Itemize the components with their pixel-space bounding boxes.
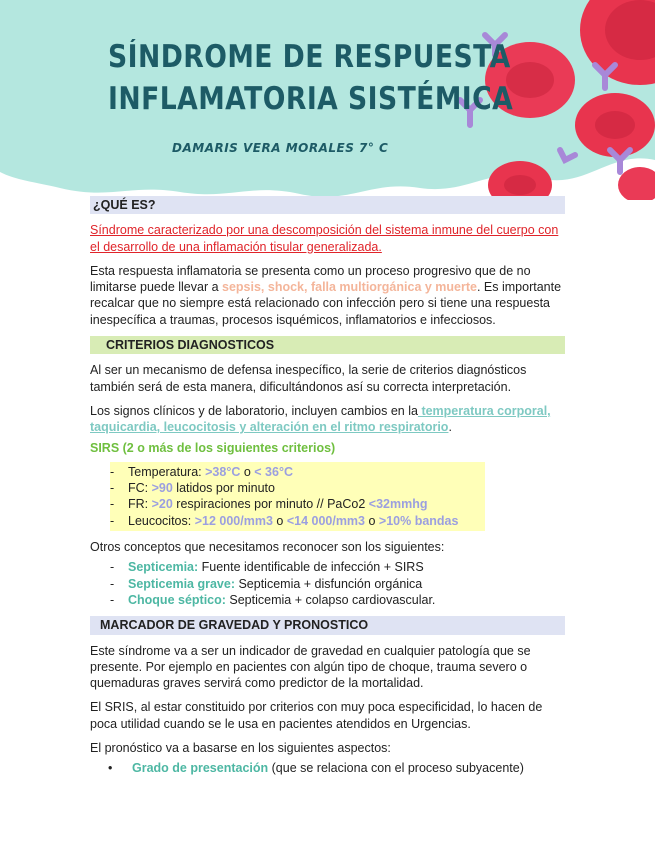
author-name: DAMARIS VERA MORALES 7° C: [172, 141, 389, 155]
criteria-item: - FR: >20 respiraciones por minuto // PaCo2 <32mmhg: [110, 496, 485, 512]
section-heading-que-es: ¿QUÉ ES?: [90, 196, 565, 214]
concept-list: [90, 559, 565, 608]
paragraph: El SRIS, al estar constituido por criterios con muy poca especificidad, lo hacen de poca utilidad cuando se le usa en pacientes atendidos en Urgencias.: [90, 700, 543, 731]
concept-term: Septicemia grave:: [128, 576, 235, 591]
section-heading-marcador: MARCADOR DE GRAVEDAD Y PRONOSTICO: [90, 616, 565, 634]
title-line-2: INFLAMATORIA SISTÉMICA: [108, 81, 514, 117]
criteria-value: <14 000/mm3: [286, 513, 365, 528]
paragraph: Otros conceptos que necesitamos reconocer son los siguientes:: [90, 540, 445, 555]
criteria-value: <32mmhg: [368, 497, 428, 512]
list-item: • Grado de presentación (que se relaciona con el proceso subyacente): [108, 761, 524, 776]
highlight-link-text: temperatura corporal, taquicardia, leucocitosis y alteración en el ritmo respiratorio: [90, 403, 551, 435]
paragraph: Los signos clínicos y de laboratorio, incluyen cambios en la temperatura corporal, taquicardia, leucocitosis y alteración en el ritmo respiratorio.: [90, 403, 551, 435]
title-line-1: SÍNDROME DE RESPUESTA: [108, 39, 511, 75]
criteria-list: [110, 464, 485, 529]
concept-item: - Septicemia grave: Septicemia + disfunción orgánica: [110, 576, 565, 592]
header-banner: [0, 0, 655, 200]
red-blood-cell-icon: [575, 93, 655, 157]
section-heading-criterios: CRITERIOS DIAGNOSTICOS: [90, 336, 565, 354]
criteria-value: >20: [151, 497, 173, 512]
paragraph: Este síndrome va a ser un indicador de gravedad en cualquier patología que se presente. Por ejemplo en pacientes con algún tipo de choque, trauma severo o quemaduras graves servirá como predictor de la mortalidad.: [90, 643, 531, 691]
criteria-value: >38°C: [205, 464, 241, 479]
paragraph: Esta respuesta inflamatoria se presenta como un proceso progresivo que de no limitarse puede llevar a sepsis, shock, falla multiorgánica y muerte. Es importante recalcar que no siempre está relacionado con infección pero si tiene una respuesta inespecífica a traumas, procesos isquémicos, inflamatorios e infecciosos.: [90, 263, 562, 327]
bullet-icon: •: [108, 761, 113, 776]
definition-text: Síndrome caracterizado por una descomposición del sistema inmune del cuerpo con el desarrollo de una inflamación tisular generalizada.: [90, 223, 559, 254]
red-blood-cell-icon: [618, 167, 655, 200]
criteria-item: - Leucocitos: >12 000/mm3 o <14 000/mm3 o >10% bandas: [110, 513, 485, 529]
criteria-item: - FC: >90 latidos por minuto: [110, 480, 485, 496]
paragraph: El pronóstico va a basarse en los siguientes aspectos:: [90, 741, 391, 756]
sirs-subheading: SIRS (2 o más de los siguientes criterios): [90, 440, 336, 455]
criteria-value: >12 000/mm3: [194, 513, 273, 528]
criteria-value: >10% bandas: [378, 513, 459, 528]
concept-term: Septicemia:: [128, 560, 199, 575]
document-body: [90, 196, 565, 777]
criteria-value: < 36°C: [254, 464, 293, 479]
concept-term: Choque séptico:: [128, 592, 226, 607]
paragraph: Al ser un mecanismo de defensa inespecífico, la serie de criterios diagnósticos también será de esta manera, dificultándonos así su correcta interpretación.: [90, 363, 527, 394]
concept-item: - Choque séptico: Septicemia + colapso cardiovascular.: [110, 592, 565, 608]
page-title: [108, 36, 513, 120]
concept-item: - Septicemia: Fuente identificable de infección + SIRS: [110, 559, 565, 575]
criteria-value: >90: [151, 481, 173, 496]
criteria-item: - Temperatura: >38°C o < 36°C: [110, 464, 485, 480]
criteria-box: [110, 462, 485, 531]
highlight-text: sepsis, shock, falla multiorgánica y muerte: [222, 280, 477, 295]
